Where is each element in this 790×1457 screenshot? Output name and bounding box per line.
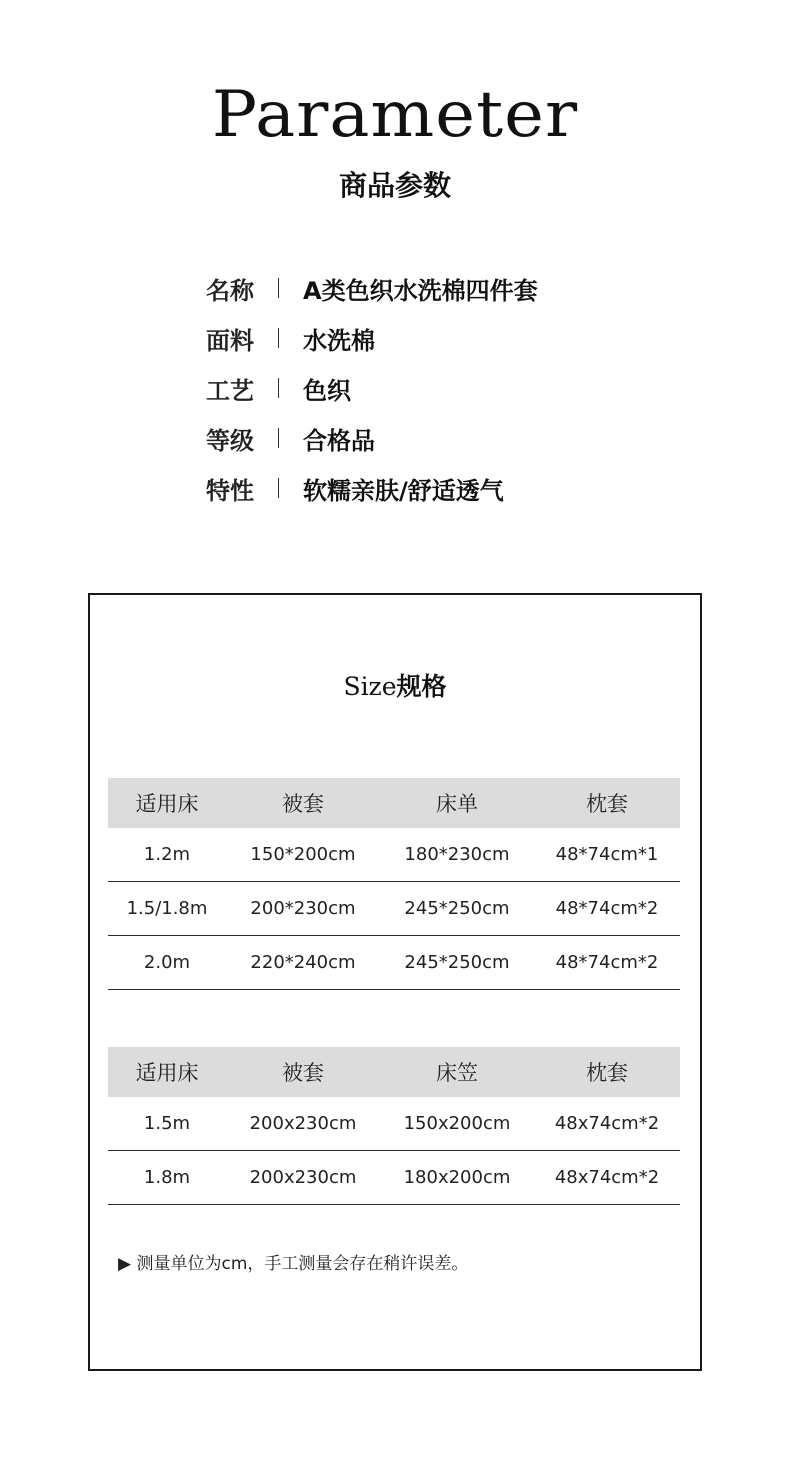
table-cell: 180*230cm xyxy=(404,844,510,865)
param-label: 特性 xyxy=(206,476,254,505)
table-row xyxy=(108,1097,680,1151)
param-value: A类色织水洗棉四件套 xyxy=(303,276,538,305)
pillow-size: 48*74cm xyxy=(555,844,638,865)
column-header: 被套 xyxy=(282,1061,324,1085)
table-cell: 200x230cm xyxy=(249,1167,357,1188)
size-table-sheet xyxy=(108,778,680,990)
param-divider xyxy=(278,328,279,348)
measurement-note: ▶ 测量单位为cm，手工测量会存在稍许误差。 xyxy=(118,1254,469,1274)
size-panel xyxy=(88,593,702,1371)
column-header: 适用床 xyxy=(135,1061,199,1085)
param-row-feature xyxy=(206,463,538,513)
table-header xyxy=(108,778,680,828)
table-cell: 48*74cm*2 xyxy=(555,898,659,919)
size-title-en: Size xyxy=(343,672,397,701)
table-cell: 200x230cm xyxy=(249,1113,357,1134)
param-label: 面料 xyxy=(206,326,254,355)
pillow-count-highlight: *1 xyxy=(637,844,659,865)
column-header: 枕套 xyxy=(586,792,628,816)
param-divider xyxy=(278,278,279,298)
table-cell: 2.0m xyxy=(143,952,191,973)
table-cell: 245*250cm xyxy=(404,952,510,973)
column-header: 被套 xyxy=(282,792,324,816)
table-header xyxy=(108,1047,680,1097)
table-cell: 220*240cm xyxy=(250,952,356,973)
size-title xyxy=(90,667,700,703)
table-cell: 48x74cm*2 xyxy=(554,1113,660,1134)
table-cell: 48x74cm*2 xyxy=(554,1167,660,1188)
param-label: 名称 xyxy=(206,276,254,305)
table-row xyxy=(108,936,680,990)
table-row xyxy=(108,1151,680,1205)
size-title-cn: 规格 xyxy=(396,672,447,701)
page-title-cn: 商品参数 xyxy=(338,169,451,202)
param-row-fabric xyxy=(206,313,538,363)
param-list xyxy=(206,263,538,513)
table-cell: 180x200cm xyxy=(403,1167,511,1188)
param-row-grade xyxy=(206,413,538,463)
param-row-name xyxy=(206,263,538,313)
table-cell: 150*200cm xyxy=(250,844,356,865)
table-cell: 1.8m xyxy=(143,1167,191,1188)
param-divider xyxy=(278,428,279,448)
table-cell: 150x200cm xyxy=(403,1113,511,1134)
table-cell: 200*230cm xyxy=(250,898,356,919)
table-cell: 1.5/1.8m xyxy=(126,898,208,919)
table-cell xyxy=(534,844,680,865)
param-value: 软糯亲肤/舒适透气 xyxy=(303,476,504,505)
param-row-craft xyxy=(206,363,538,413)
table-row xyxy=(108,882,680,936)
column-header: 枕套 xyxy=(586,1061,628,1085)
param-value: 合格品 xyxy=(303,426,375,455)
column-header: 床笠 xyxy=(436,1061,478,1085)
table-cell: 48*74cm*2 xyxy=(555,952,659,973)
column-header: 床单 xyxy=(436,792,478,816)
param-divider xyxy=(278,378,279,398)
table-cell: 245*250cm xyxy=(404,898,510,919)
page-title-en: Parameter xyxy=(211,78,579,152)
table-cell: 1.2m xyxy=(143,844,191,865)
param-divider xyxy=(278,478,279,498)
param-value: 色织 xyxy=(303,376,351,405)
table-row xyxy=(108,828,680,882)
param-value: 水洗棉 xyxy=(303,326,375,355)
column-header: 适用床 xyxy=(135,792,199,816)
param-label: 工艺 xyxy=(206,376,254,405)
table-cell: 1.5m xyxy=(143,1113,191,1134)
param-label: 等级 xyxy=(206,426,254,455)
size-table-fitted xyxy=(108,1047,680,1205)
